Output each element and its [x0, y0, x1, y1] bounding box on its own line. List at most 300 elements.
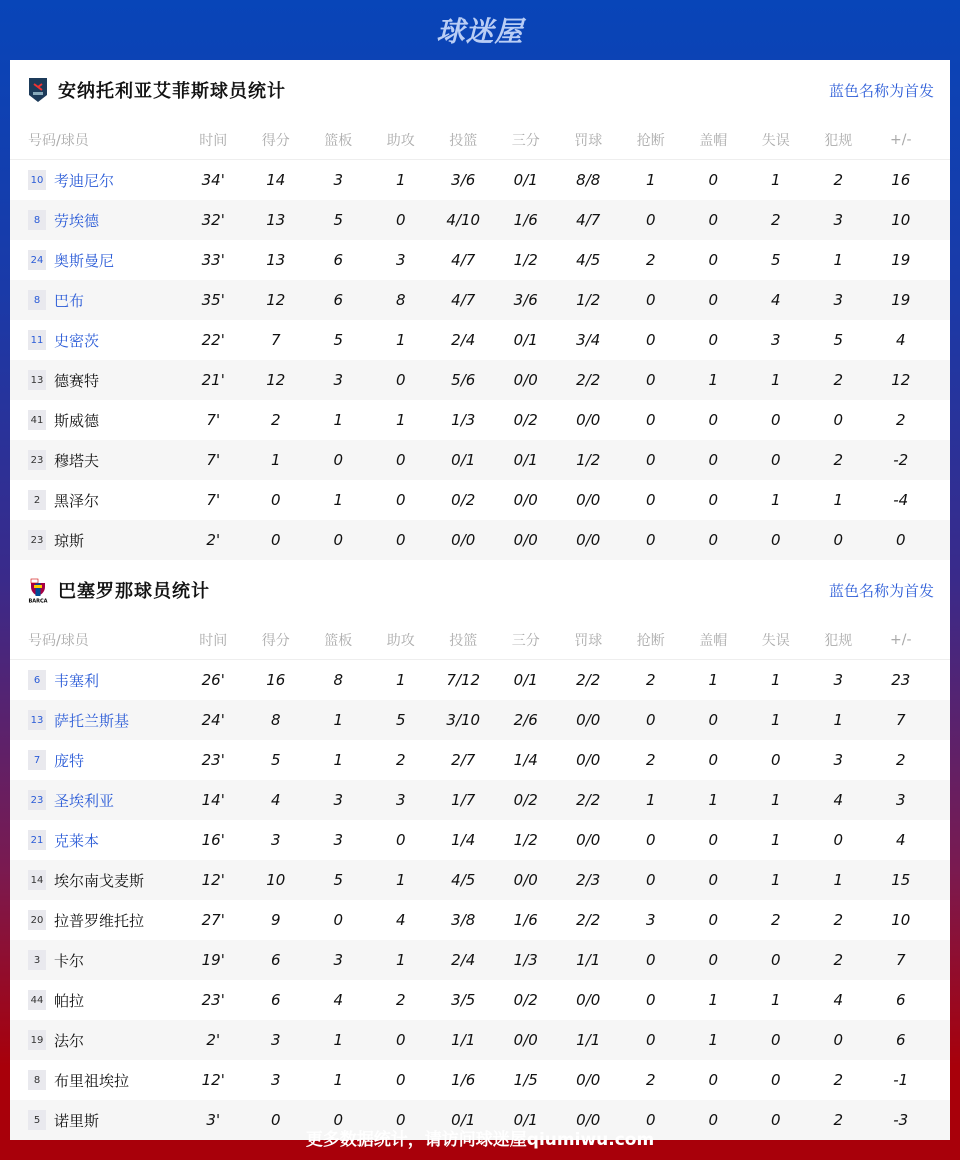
- player-name[interactable]: 巴布: [54, 291, 85, 310]
- stat-cell: 23: [891, 671, 911, 689]
- stat-cell: 1/6: [513, 211, 538, 229]
- stat-cell: 0/2: [513, 791, 538, 809]
- stat-cell: 0: [770, 951, 781, 969]
- player-name[interactable]: 黑泽尔: [54, 491, 100, 510]
- player-row[interactable]: [10, 780, 950, 820]
- stat-cell: 1: [770, 491, 781, 509]
- player-cell: [10, 450, 182, 471]
- player-row[interactable]: [10, 480, 950, 520]
- jersey-number: 10: [28, 170, 46, 190]
- jersey-number: 6: [28, 670, 46, 690]
- player-row[interactable]: [10, 860, 950, 900]
- stat-cell: 0: [645, 331, 656, 349]
- stat-cell: 1: [708, 791, 719, 809]
- player-cell: [10, 410, 182, 431]
- stat-cell: 21': [201, 371, 225, 389]
- player-name[interactable]: 韦塞利: [54, 671, 100, 690]
- player-cell: [10, 910, 182, 931]
- jersey-number: 21: [28, 830, 46, 850]
- stat-cell: 1/1: [451, 1031, 476, 1049]
- stat-cell: 1: [833, 251, 844, 269]
- stat-cell: 5/6: [451, 371, 476, 389]
- stat-cell: 1: [770, 871, 781, 889]
- stat-cell: 2/4: [451, 951, 476, 969]
- stat-cell: 0/1: [513, 451, 538, 469]
- stat-cell: 0: [833, 531, 844, 549]
- jersey-number: 11: [28, 330, 46, 350]
- stat-cell: 2: [645, 1071, 656, 1089]
- column-header[interactable]: 罚球: [574, 632, 603, 649]
- column-header[interactable]: 三分: [511, 132, 540, 149]
- stat-cell: 0: [645, 711, 656, 729]
- player-cell: [10, 830, 182, 851]
- column-header[interactable]: 篮板: [324, 132, 353, 149]
- player-name[interactable]: 法尔: [54, 1031, 85, 1050]
- stat-cell: 7: [895, 951, 906, 969]
- stat-cell: 0/1: [513, 171, 538, 189]
- player-row[interactable]: [10, 940, 950, 980]
- stat-cell: 15: [891, 871, 911, 889]
- column-header[interactable]: 篮板: [324, 632, 353, 649]
- stat-cell: 1: [770, 791, 781, 809]
- stat-cell: 2/4: [451, 331, 476, 349]
- stat-cell: 1/2: [513, 831, 538, 849]
- player-name[interactable]: 劳埃德: [54, 211, 100, 230]
- stat-cell: 0: [645, 371, 656, 389]
- stat-cell: 0: [333, 1111, 344, 1129]
- stat-cell: 12: [266, 291, 286, 309]
- stat-cell: 0: [708, 331, 719, 349]
- stat-cell: 4/7: [576, 211, 601, 229]
- stat-cell: 0: [395, 831, 406, 849]
- stat-cell: 0: [708, 711, 719, 729]
- stat-cell: 2': [206, 1031, 221, 1049]
- stat-cell: 16': [201, 831, 225, 849]
- stat-cell: 8: [270, 711, 281, 729]
- stat-cell: 0: [770, 751, 781, 769]
- stat-cell: 0/0: [451, 531, 476, 549]
- stat-cell: 19': [201, 951, 225, 969]
- player-name[interactable]: 史密茨: [54, 331, 100, 350]
- team-title: 安纳托利亚艾菲斯球员统计: [58, 81, 286, 102]
- stat-cell: 4/5: [576, 251, 601, 269]
- column-header[interactable]: 三分: [511, 632, 540, 649]
- stat-cell: 2: [833, 371, 844, 389]
- jersey-number: 20: [28, 910, 46, 930]
- player-cell: [10, 1030, 182, 1051]
- jersey-number: 8: [28, 210, 46, 230]
- player-name[interactable]: 拉普罗维托拉: [54, 911, 145, 930]
- column-header[interactable]: 罚球: [574, 132, 603, 149]
- stat-cell: 6: [333, 251, 344, 269]
- stat-cell: 0: [770, 411, 781, 429]
- stat-cell: 22': [201, 331, 225, 349]
- stat-cell: 1/2: [513, 251, 538, 269]
- player-row[interactable]: [10, 1020, 950, 1060]
- player-name[interactable]: 诺里斯: [54, 1111, 100, 1130]
- stat-cell: 2: [895, 751, 906, 769]
- stat-cell: 3: [770, 331, 781, 349]
- stat-cell: 3: [833, 291, 844, 309]
- stat-cell: 0: [708, 291, 719, 309]
- svg-text:BARÇA: BARÇA: [28, 598, 48, 603]
- column-header[interactable]: 助攻: [386, 132, 415, 149]
- stat-cell: 5: [333, 331, 344, 349]
- stat-cell: 7/12: [446, 671, 481, 689]
- column-header[interactable]: +/-: [890, 131, 912, 148]
- stat-cell: 0: [395, 531, 406, 549]
- player-row[interactable]: [10, 520, 950, 560]
- jersey-number: 8: [28, 1070, 46, 1090]
- stat-cell: 10: [266, 871, 286, 889]
- column-header[interactable]: 时间: [199, 632, 228, 649]
- stat-cell: 1: [270, 451, 281, 469]
- jersey-number: 24: [28, 250, 46, 270]
- stat-cell: 1: [333, 751, 344, 769]
- stat-cell: 3/6: [513, 291, 538, 309]
- stat-cell: 0: [708, 1071, 719, 1089]
- player-name[interactable]: 奥斯曼尼: [54, 251, 115, 270]
- stat-cell: 1: [770, 711, 781, 729]
- stat-cell: 1: [770, 671, 781, 689]
- stat-cell: 3: [395, 251, 406, 269]
- player-cell: [10, 250, 182, 271]
- stat-cell: 7': [206, 491, 221, 509]
- stat-cell: 0: [708, 211, 719, 229]
- stat-cell: 2: [770, 211, 781, 229]
- player-row[interactable]: [10, 700, 950, 740]
- player-name[interactable]: 布里祖埃拉: [54, 1071, 130, 1090]
- stat-cell: 0: [645, 991, 656, 1009]
- stat-cell: 10: [891, 911, 911, 929]
- stat-cell: 14: [266, 171, 286, 189]
- stat-cell: 0/1: [513, 331, 538, 349]
- player-row[interactable]: [10, 240, 950, 280]
- stat-cell: 5: [333, 871, 344, 889]
- player-row[interactable]: [10, 820, 950, 860]
- column-header[interactable]: 抢断: [636, 132, 665, 149]
- jersey-number: 3: [28, 950, 46, 970]
- stat-cell: 34': [201, 171, 225, 189]
- stat-cell: 6: [270, 991, 281, 1009]
- stat-cell: 4/7: [451, 291, 476, 309]
- player-name[interactable]: 埃尔南戈麦斯: [54, 871, 145, 890]
- column-header-row: [10, 120, 950, 160]
- player-row[interactable]: [10, 280, 950, 320]
- stat-cell: 16: [266, 671, 286, 689]
- stat-cell: 5: [333, 211, 344, 229]
- stat-cell: 0: [708, 251, 719, 269]
- stat-cell: 2: [645, 751, 656, 769]
- player-name[interactable]: 考迪尼尔: [54, 171, 115, 190]
- player-row[interactable]: [10, 900, 950, 940]
- column-header[interactable]: 盖帽: [699, 632, 728, 649]
- stat-cell: 2/2: [576, 791, 601, 809]
- player-row[interactable]: [10, 740, 950, 780]
- stat-cell: 0/0: [576, 711, 601, 729]
- player-cell: [10, 710, 182, 731]
- stat-cell: 1: [708, 991, 719, 1009]
- column-header[interactable]: 盖帽: [699, 132, 728, 149]
- stat-cell: 0: [395, 371, 406, 389]
- stat-cell: 0: [395, 491, 406, 509]
- column-header[interactable]: 失误: [761, 632, 790, 649]
- stat-cell: 2/3: [576, 871, 601, 889]
- stat-cell: 1/6: [513, 911, 538, 929]
- column-header[interactable]: 犯规: [824, 632, 853, 649]
- stat-cell: 6: [270, 951, 281, 969]
- stat-cell: 33': [201, 251, 225, 269]
- stat-cell: 0/0: [576, 751, 601, 769]
- stat-cell: 2: [645, 251, 656, 269]
- stat-cell: 6: [895, 1031, 906, 1049]
- column-header[interactable]: 犯规: [824, 132, 853, 149]
- stat-cell: 0: [333, 911, 344, 929]
- stat-cell: 0/2: [513, 991, 538, 1009]
- stat-cell: 2/7: [451, 751, 476, 769]
- stat-cell: 4: [833, 791, 844, 809]
- jersey-number: 44: [28, 990, 46, 1010]
- stat-cell: 0: [770, 1111, 781, 1129]
- stat-cell: 0: [708, 911, 719, 929]
- stat-cell: 0: [833, 411, 844, 429]
- player-row[interactable]: [10, 160, 950, 200]
- stat-cell: 0/0: [576, 531, 601, 549]
- stat-cell: 1: [645, 791, 656, 809]
- stat-cell: 0: [708, 1111, 719, 1129]
- stat-cell: 1: [708, 671, 719, 689]
- column-header-row: [10, 620, 950, 660]
- team-section: [10, 60, 950, 560]
- jersey-number: 7: [28, 750, 46, 770]
- jersey-number: 13: [28, 370, 46, 390]
- player-cell: [10, 290, 182, 311]
- stat-cell: 2: [833, 451, 844, 469]
- stat-cell: 12': [201, 871, 225, 889]
- stat-cell: 1/3: [451, 411, 476, 429]
- jersey-number: 23: [28, 790, 46, 810]
- column-header[interactable]: 失误: [761, 132, 790, 149]
- jersey-number: 13: [28, 710, 46, 730]
- stat-cell: 3: [333, 171, 344, 189]
- player-row[interactable]: [10, 980, 950, 1020]
- jersey-number: 14: [28, 870, 46, 890]
- stat-cell: 3: [333, 791, 344, 809]
- stat-cell: 19: [891, 251, 911, 269]
- column-header[interactable]: 得分: [261, 132, 290, 149]
- player-cell: [10, 790, 182, 811]
- stat-cell: 0: [645, 411, 656, 429]
- stat-cell: 0: [270, 531, 281, 549]
- stat-cell: 4: [833, 991, 844, 1009]
- stat-cell: 3/6: [451, 171, 476, 189]
- player-row[interactable]: [10, 440, 950, 480]
- stat-cell: 0/0: [513, 371, 538, 389]
- player-row[interactable]: [10, 320, 950, 360]
- player-name[interactable]: 圣埃利亚: [54, 791, 115, 810]
- stat-cell: 23': [201, 751, 225, 769]
- player-name[interactable]: 德赛特: [54, 371, 100, 390]
- stat-cell: 5: [833, 331, 844, 349]
- stats-card: [10, 60, 950, 1130]
- player-name[interactable]: 斯威德: [54, 411, 100, 430]
- stat-cell: 1: [395, 951, 406, 969]
- stat-cell: 0: [770, 1071, 781, 1089]
- stat-cell: 0: [333, 531, 344, 549]
- stat-cell: 0: [645, 871, 656, 889]
- player-row[interactable]: [10, 1060, 950, 1100]
- stat-cell: 0/0: [576, 831, 601, 849]
- stat-cell: 1: [770, 831, 781, 849]
- stat-cell: 1/6: [451, 1071, 476, 1089]
- stat-cell: 13: [266, 251, 286, 269]
- stat-cell: 0: [395, 1031, 406, 1049]
- stat-cell: 1: [645, 171, 656, 189]
- stat-cell: 3: [270, 1071, 281, 1089]
- player-cell: [10, 950, 182, 971]
- jersey-number: 23: [28, 450, 46, 470]
- stat-cell: 0/0: [513, 1031, 538, 1049]
- stat-cell: 3: [333, 371, 344, 389]
- stat-cell: 1: [395, 411, 406, 429]
- stat-cell: 3: [833, 211, 844, 229]
- player-cell: [10, 670, 182, 691]
- stat-cell: 1/5: [513, 1071, 538, 1089]
- jersey-number: 19: [28, 1030, 46, 1050]
- stat-cell: 1/2: [576, 291, 601, 309]
- stat-cell: 1: [395, 671, 406, 689]
- player-row[interactable]: [10, 200, 950, 240]
- stat-cell: 2: [895, 411, 906, 429]
- stat-cell: 1: [833, 491, 844, 509]
- player-name[interactable]: 帕拉: [54, 991, 85, 1010]
- stat-cell: 1: [395, 331, 406, 349]
- stat-cell: 7: [895, 711, 906, 729]
- stat-cell: 8/8: [576, 171, 601, 189]
- player-name[interactable]: 琼斯: [54, 531, 85, 550]
- stat-cell: -1: [893, 1071, 909, 1089]
- stat-cell: 0: [645, 1031, 656, 1049]
- stat-cell: 1: [333, 1071, 344, 1089]
- player-name[interactable]: 穆塔夫: [54, 451, 100, 470]
- stat-cell: 0: [395, 451, 406, 469]
- jersey-number: 23: [28, 530, 46, 550]
- column-header[interactable]: 投篮: [449, 132, 478, 149]
- stat-cell: 1: [708, 371, 719, 389]
- stat-cell: 4: [895, 831, 906, 849]
- stat-cell: 3: [395, 791, 406, 809]
- stat-cell: 0: [708, 491, 719, 509]
- stat-cell: 1: [708, 1031, 719, 1049]
- stat-cell: 0/2: [513, 411, 538, 429]
- player-row[interactable]: [10, 400, 950, 440]
- stat-cell: 0: [395, 211, 406, 229]
- column-header[interactable]: 投篮: [449, 632, 478, 649]
- stat-cell: 3: [833, 751, 844, 769]
- stat-cell: 4/7: [451, 251, 476, 269]
- stat-cell: 0: [708, 871, 719, 889]
- player-cell: [10, 170, 182, 191]
- stat-cell: 0: [708, 831, 719, 849]
- stat-cell: 4: [770, 291, 781, 309]
- stat-cell: 4: [395, 911, 406, 929]
- jersey-number: 5: [28, 1110, 46, 1130]
- stat-cell: 8: [395, 291, 406, 309]
- stat-cell: 19: [891, 291, 911, 309]
- player-row[interactable]: [10, 660, 950, 700]
- stat-cell: 2/2: [576, 371, 601, 389]
- stat-cell: 6: [333, 291, 344, 309]
- stat-cell: 0/0: [576, 1071, 601, 1089]
- jersey-number: 41: [28, 410, 46, 430]
- player-row[interactable]: [10, 360, 950, 400]
- player-cell: [10, 370, 182, 391]
- jersey-number: 8: [28, 290, 46, 310]
- stat-cell: 10: [891, 211, 911, 229]
- stat-cell: 2: [833, 951, 844, 969]
- player-cell: [10, 750, 182, 771]
- stat-cell: 13: [266, 211, 286, 229]
- stat-cell: 2': [206, 531, 221, 549]
- footer-text[interactable]: 更多数据统计，请访问球迷屋qiumiwu.com: [305, 1130, 655, 1150]
- stat-cell: 1: [333, 1031, 344, 1049]
- stat-cell: 0: [645, 491, 656, 509]
- stat-cell: 16: [891, 171, 911, 189]
- stat-cell: 1/4: [513, 751, 538, 769]
- stat-cell: 0: [708, 951, 719, 969]
- stat-cell: 1/2: [576, 451, 601, 469]
- stat-cell: 2/6: [513, 711, 538, 729]
- brand-logo: 球迷屋: [436, 15, 524, 48]
- stat-cell: 0: [895, 531, 906, 549]
- player-name[interactable]: 庞特: [54, 751, 85, 770]
- stat-cell: 1: [833, 711, 844, 729]
- player-name[interactable]: 卡尔: [54, 951, 85, 970]
- stat-cell: 27': [201, 911, 225, 929]
- stat-cell: 0/0: [513, 491, 538, 509]
- player-cell: [10, 330, 182, 351]
- column-header[interactable]: 时间: [199, 132, 228, 149]
- column-header[interactable]: 号码/球员: [28, 132, 89, 149]
- team-header: [10, 60, 950, 120]
- stat-cell: 3: [270, 1031, 281, 1049]
- column-header[interactable]: 得分: [261, 632, 290, 649]
- column-header[interactable]: +/-: [890, 631, 912, 648]
- stat-cell: 24': [201, 711, 225, 729]
- stat-cell: 0/0: [576, 491, 601, 509]
- stat-cell: 1: [395, 171, 406, 189]
- stat-cell: 7: [270, 331, 281, 349]
- stat-cell: 1/7: [451, 791, 476, 809]
- stat-cell: 7': [206, 451, 221, 469]
- stat-cell: 0: [645, 211, 656, 229]
- player-name[interactable]: 萨托兰斯基: [54, 711, 130, 730]
- stat-cell: 23': [201, 991, 225, 1009]
- column-header[interactable]: 抢断: [636, 632, 665, 649]
- stat-cell: 6: [895, 991, 906, 1009]
- stat-cell: 0: [708, 171, 719, 189]
- stat-cell: 3/10: [446, 711, 481, 729]
- stat-cell: 0/1: [513, 671, 538, 689]
- column-header[interactable]: 号码/球员: [28, 632, 89, 649]
- column-header[interactable]: 助攻: [386, 632, 415, 649]
- stat-cell: -2: [893, 451, 909, 469]
- stat-cell: 3/4: [576, 331, 601, 349]
- stat-cell: 2: [833, 171, 844, 189]
- stat-cell: 0/0: [576, 411, 601, 429]
- stat-cell: 3: [833, 671, 844, 689]
- player-name[interactable]: 克莱本: [54, 831, 100, 850]
